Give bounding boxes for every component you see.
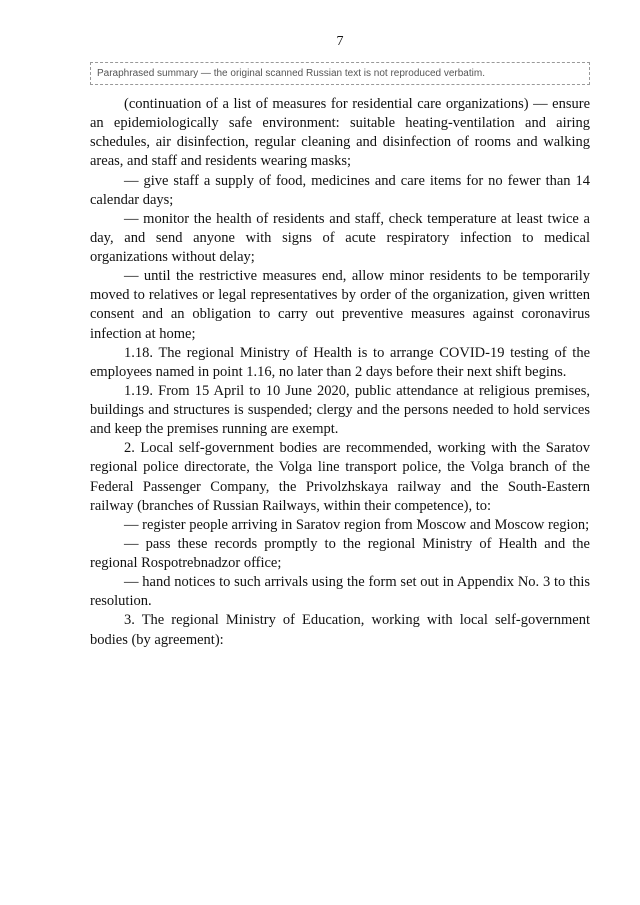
paragraph <box>90 210 590 267</box>
page-number: 7 <box>336 34 344 49</box>
paragraph-text: (continuation of a list of measures for residential care organizations) — ensure an epidemiologically safe environment: suitable heating-ventilation and airing schedules, air disinfection, regular cleaning and disinfection of rooms and walking areas, and staff and residents wearing masks; <box>90 96 590 170</box>
paragraph-number: 3. <box>124 612 135 629</box>
paragraph-text: — pass these records promptly to the regional Ministry of Health and the regional Rospotrebnadzor office; <box>90 535 590 571</box>
paragraph-text: — monitor the health of residents and staff, check temperature at least twice a day, and send anyone with signs of acute respiratory infection to medical organizations without delay; <box>90 210 590 265</box>
paragraph <box>90 611 590 649</box>
paragraph <box>90 535 590 573</box>
paragraph <box>90 439 590 516</box>
paragraph <box>90 344 590 382</box>
paragraph-text: The regional Ministry of Education, working with local self-government bodies (by agreement): <box>90 612 590 648</box>
paraphrase-notice: Paraphrased summary — the original scanned Russian text is not reproduced verbatim. <box>90 62 590 85</box>
paragraph-number: 1.18. <box>124 344 153 361</box>
paragraph-text: — register people arriving in Saratov region from Moscow and Moscow region; <box>124 516 590 533</box>
paragraph-text: The regional Ministry of Health is to arrange COVID-19 testing of the employees named in point 1.16, no later than 2 days before their next shift begins. <box>90 344 591 380</box>
paragraph <box>90 573 590 611</box>
paragraph-text: — hand notices to such arrivals using the form set out in Appendix No. 3 to this resolution. <box>90 574 590 610</box>
paragraph-number: 1.19. <box>124 382 153 399</box>
paragraph-number: 2. <box>124 440 135 457</box>
document-body <box>90 95 590 650</box>
paragraph <box>90 95 590 172</box>
paragraph <box>90 382 590 439</box>
paragraph-text: From 15 April to 10 June 2020, public attendance at religious premises, buildings and structures is suspended; clergy and the persons needed to hold services and keep the premises running are exempt. <box>90 382 590 438</box>
paragraph <box>90 172 590 210</box>
paragraph-text: — give staff a supply of food, medicines and care items for no fewer than 14 calendar days; <box>90 172 590 208</box>
paragraph <box>90 267 590 344</box>
paragraph-text: Local self-government bodies are recommended, working with the Saratov regional police directorate, the Volga line transport police, the Volga branch of the Federal Passenger Company, the Privolzhskaya railway and the South-Eastern railway (branches of Russian Railways, within their competence), to: <box>90 440 590 514</box>
paragraph <box>90 516 590 535</box>
paragraph-text: — until the restrictive measures end, allow minor residents to be temporarily moved to relatives or legal representatives by order of the organization, given written consent and an obligation to carry out preventive measures against coronavirus infection at home; <box>90 268 590 342</box>
